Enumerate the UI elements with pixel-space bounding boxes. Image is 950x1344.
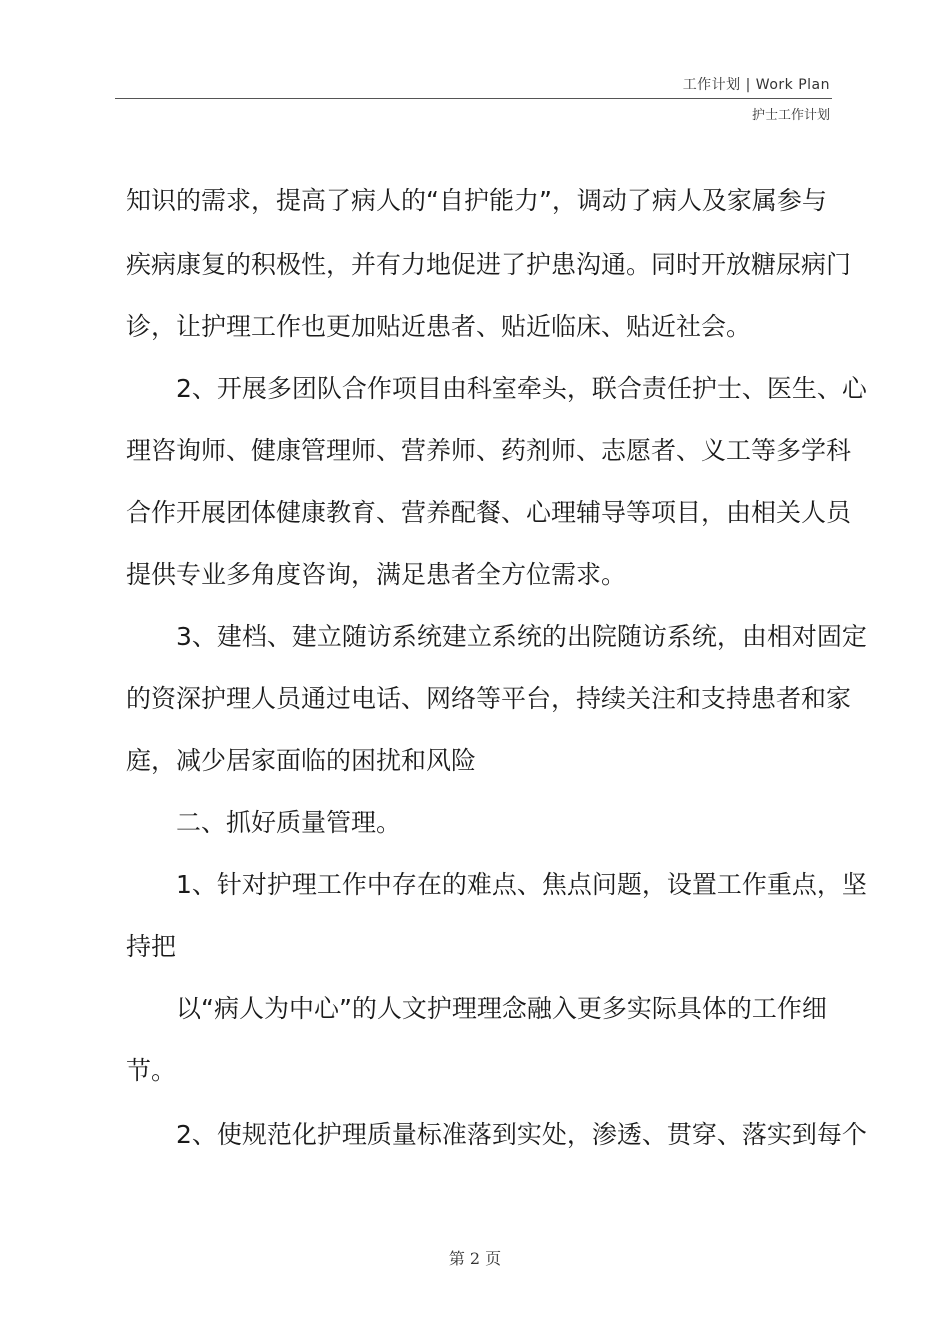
page-number: 第 2 页 [448,1249,502,1268]
body-line: 的资深护理人员通过电话、网络等平台，持续关注和支持患者和家 [126,684,852,713]
body-line: 持把 [126,932,177,961]
body-line: 提供专业多角度咨询，满足患者全方位需求。 [126,560,627,589]
body-line: 合作开展团体健康教育、营养配餐、心理辅导等项目，由相关人员 [126,498,852,527]
body-line: 3、建档、建立随访系统建立系统的出院随访系统，由相对固定 [176,622,867,651]
header-title: 工作计划 | Work Plan [682,77,830,93]
header-subtitle: 护士工作计划 [751,108,830,123]
body-line: 庭，减少居家面临的困扰和风险 [126,746,477,775]
body-line: 疾病康复的积极性，并有力地促进了护患沟通。同时开放糖尿病门 [126,250,852,279]
header-divider [115,98,832,99]
body-line: 理咨询师、健康管理师、营养师、药剂师、志愿者、义工等多学科 [126,436,852,465]
body-line: 2、开展多团队合作项目由科室牵头，联合责任护士、医生、心 [176,374,867,403]
body-line: 二、抓好质量管理。 [176,808,402,837]
body-line: 以“病人为中心”的人文护理理念融入更多实际具体的工作细 [176,994,827,1023]
body-line: 诊，让护理工作也更加贴近患者、贴近临床、贴近社会。 [126,312,752,341]
body-line: 1、针对护理工作中存在的难点、焦点问题，设置工作重点，坚 [176,870,867,899]
body-line: 知识的需求，提高了病人的“自护能力”，调动了病人及家属参与 [126,186,827,215]
body-line: 2、使规范化护理质量标准落到实处，渗透、贯穿、落实到每个 [176,1120,867,1149]
body-line: 节。 [126,1056,177,1085]
